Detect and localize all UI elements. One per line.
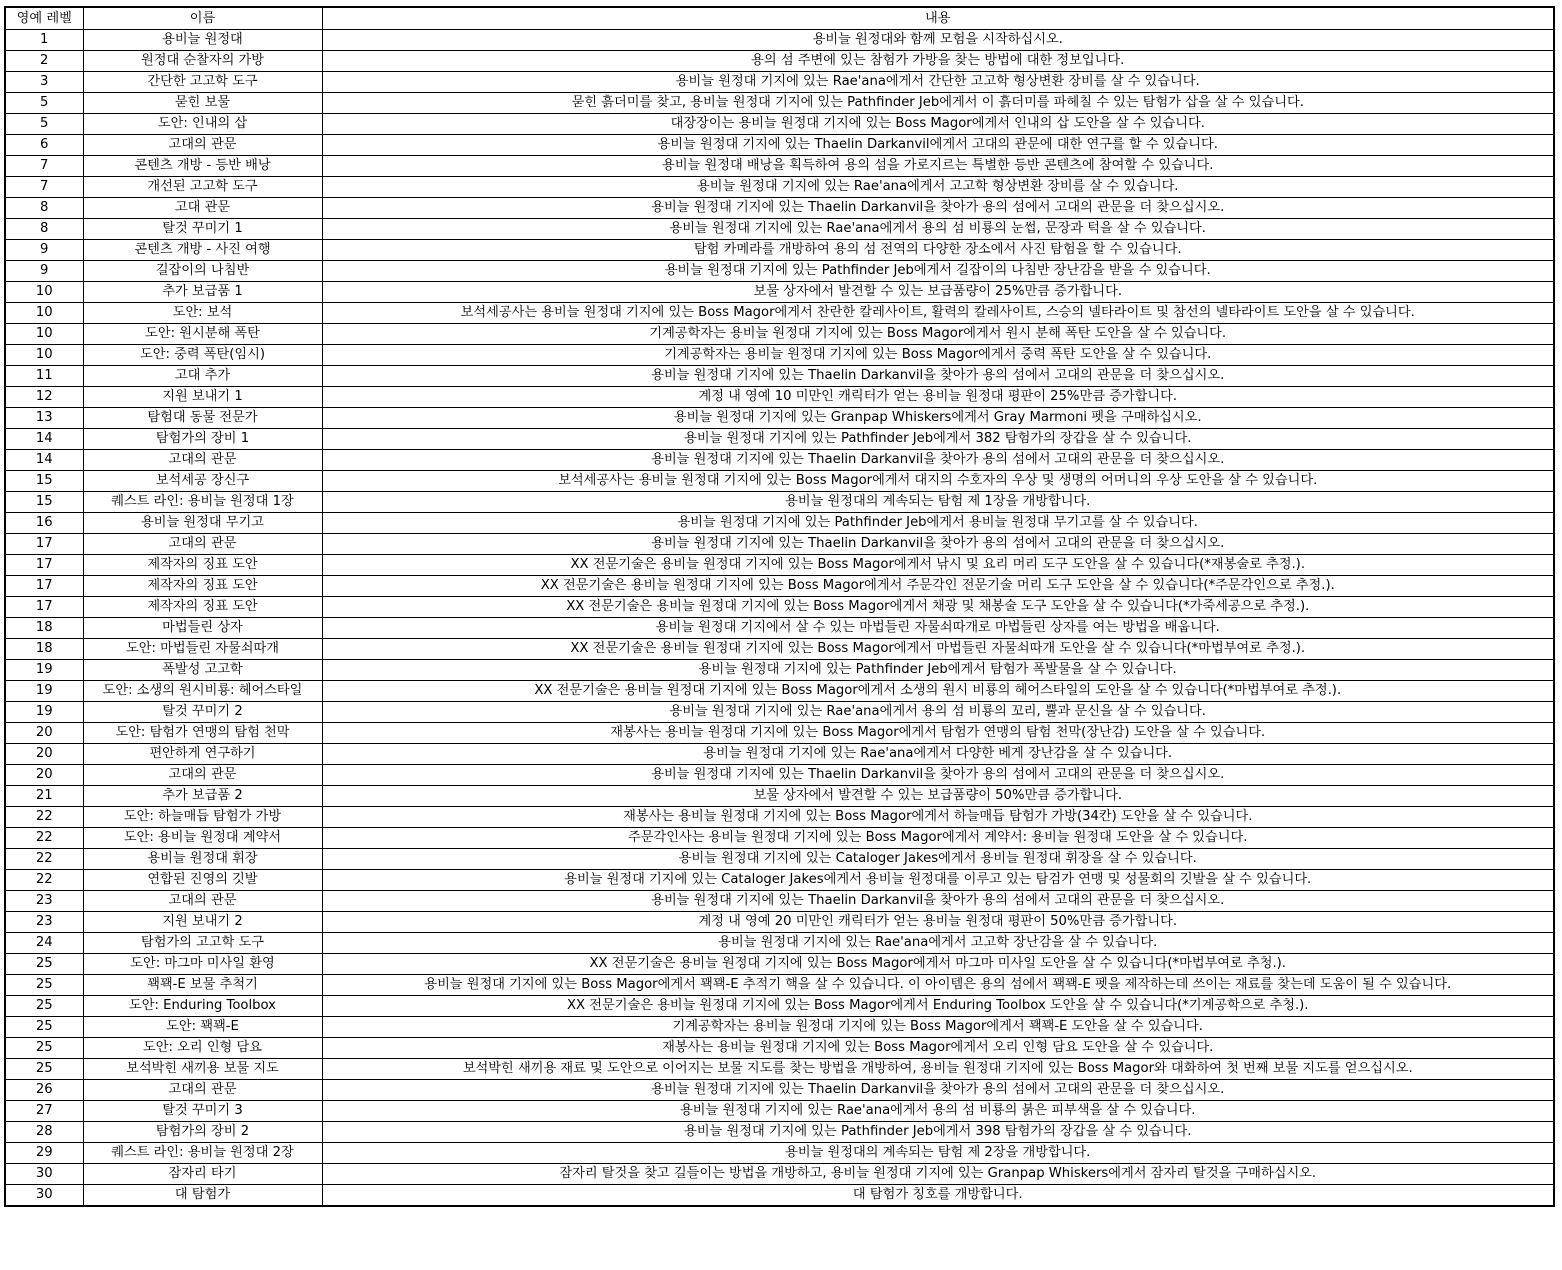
cell-name[interactable]: 제작자의 징표 도안 bbox=[83, 576, 322, 597]
cell-description[interactable]: 계정 내 영예 10 미만인 캐릭터가 얻는 용비늘 원정대 평판이 25%만큼 증가합니다. bbox=[322, 387, 1554, 408]
cell-description[interactable]: 주문각인사는 용비늘 원정대 기지에 있는 Boss Magor에게서 계약서: 용비늘 원정대 도안을 살 수 있습니다. bbox=[322, 828, 1554, 849]
cell-name[interactable]: 고대의 관문 bbox=[83, 534, 322, 555]
cell-name[interactable]: 간단한 고고학 도구 bbox=[83, 72, 322, 93]
cell-name[interactable]: 지원 보내기 1 bbox=[83, 387, 322, 408]
cell-renown-level[interactable]: 23 bbox=[5, 912, 83, 933]
cell-name[interactable]: 추가 보급품 1 bbox=[83, 282, 322, 303]
cell-renown-level[interactable]: 29 bbox=[5, 1143, 83, 1164]
table-row bbox=[5, 975, 1554, 996]
cell-renown-level[interactable]: 10 bbox=[5, 282, 83, 303]
table-row bbox=[5, 996, 1554, 1017]
cell-renown-level[interactable]: 17 bbox=[5, 555, 83, 576]
cell-description[interactable]: XX 전문기술은 용비늘 원정대 기지에 있는 Boss Magor에게서 Enduring Toolbox 도안을 살 수 있습니다(*기계공학으로 추청.). bbox=[322, 996, 1554, 1017]
table-row bbox=[5, 534, 1554, 555]
cell-renown-level[interactable]: 12 bbox=[5, 387, 83, 408]
cell-renown-level[interactable]: 20 bbox=[5, 723, 83, 744]
cell-name[interactable]: 고대의 관문 bbox=[83, 450, 322, 471]
table-row bbox=[5, 597, 1554, 618]
cell-name[interactable]: 도안: 마그마 미사일 환영 bbox=[83, 954, 322, 975]
cell-renown-level[interactable]: 8 bbox=[5, 198, 83, 219]
cell-renown-level[interactable]: 16 bbox=[5, 513, 83, 534]
cell-name[interactable]: 도안: 마법들린 자물쇠따개 bbox=[83, 639, 322, 660]
cell-renown-level[interactable]: 8 bbox=[5, 219, 83, 240]
cell-renown-level[interactable]: 26 bbox=[5, 1080, 83, 1101]
cell-name[interactable]: 보석세공 장신구 bbox=[83, 471, 322, 492]
cell-description[interactable]: 용비늘 원정대 기지에 있는 Granpap Whiskers에게서 Gray Marmoni 펫을 구매하십시오. bbox=[322, 408, 1554, 429]
cell-name[interactable]: 도안: 탐험가 연맹의 탐험 천막 bbox=[83, 723, 322, 744]
cell-description[interactable]: 용비늘 원정대의 계속되는 탐험 제 1장을 개방합니다. bbox=[322, 492, 1554, 513]
table-row bbox=[5, 702, 1554, 723]
cell-renown-level[interactable]: 7 bbox=[5, 177, 83, 198]
table-row bbox=[5, 366, 1554, 387]
table-row bbox=[5, 135, 1554, 156]
cell-name[interactable]: 추가 보급품 2 bbox=[83, 786, 322, 807]
cell-name[interactable]: 탐험대 동물 전문가 bbox=[83, 408, 322, 429]
cell-renown-level[interactable]: 9 bbox=[5, 261, 83, 282]
cell-description[interactable]: 용비늘 원정대 기지에 있는 Cataloger Jakes에게서 용비늘 원정대를 이루고 있는 탐검가 연맹 및 성물회의 깃발을 살 수 있습니다. bbox=[322, 870, 1554, 891]
cell-name[interactable]: 도안: 꽥꽥-E bbox=[83, 1017, 322, 1038]
cell-renown-level[interactable]: 17 bbox=[5, 534, 83, 555]
table-row bbox=[5, 618, 1554, 639]
cell-name[interactable]: 고대 추가 bbox=[83, 366, 322, 387]
cell-name[interactable]: 도안: 원시분해 폭탄 bbox=[83, 324, 322, 345]
cell-renown-level[interactable]: 14 bbox=[5, 450, 83, 471]
table-row bbox=[5, 177, 1554, 198]
cell-name[interactable]: 도안: Enduring Toolbox bbox=[83, 996, 322, 1017]
table-row bbox=[5, 660, 1554, 681]
cell-renown-level[interactable]: 9 bbox=[5, 240, 83, 261]
cell-name[interactable]: 탈것 꾸미기 3 bbox=[83, 1101, 322, 1122]
cell-name[interactable]: 지원 보내기 2 bbox=[83, 912, 322, 933]
table-row bbox=[5, 261, 1554, 282]
cell-name[interactable]: 콘텐츠 개방 - 등반 배낭 bbox=[83, 156, 322, 177]
cell-name[interactable]: 도안: 인내의 삽 bbox=[83, 114, 322, 135]
cell-renown-level[interactable]: 18 bbox=[5, 639, 83, 660]
table-row bbox=[5, 72, 1554, 93]
cell-description[interactable]: XX 전문기술은 용비늘 원정대 기지에 있는 Boss Magor에게서 낚시 및 요리 머리 도구 도안을 살 수 있습니다(*재봉술로 추정.). bbox=[322, 555, 1554, 576]
cell-description[interactable]: 대 탐험가 칭호를 개방합니다. bbox=[322, 1185, 1554, 1207]
table-row bbox=[5, 450, 1554, 471]
table-row bbox=[5, 765, 1554, 786]
cell-description[interactable]: 용비늘 원정대 배낭을 획득하여 용의 섬을 가로지르는 특별한 등반 콘텐츠에 참여할 수 있습니다. bbox=[322, 156, 1554, 177]
table-row bbox=[5, 891, 1554, 912]
table-row bbox=[5, 639, 1554, 660]
cell-description[interactable]: 기계공학자는 용비늘 원정대 기지에 있는 Boss Magor에게서 원시 분해 폭탄 도안을 살 수 있습니다. bbox=[322, 324, 1554, 345]
table-row bbox=[5, 933, 1554, 954]
cell-renown-level[interactable]: 19 bbox=[5, 681, 83, 702]
table-row bbox=[5, 1038, 1554, 1059]
cell-description[interactable]: 보물 상자에서 발견할 수 있는 보급품량이 50%만큼 증가합니다. bbox=[322, 786, 1554, 807]
cell-description[interactable]: 용비늘 원정대 기지에 있는 Thaelin Darkanvil을 찾아가 용의 섬에서 고대의 관문을 더 찾으십시오. bbox=[322, 366, 1554, 387]
cell-renown-level[interactable]: 25 bbox=[5, 1017, 83, 1038]
cell-renown-level[interactable]: 22 bbox=[5, 807, 83, 828]
cell-name[interactable]: 고대의 관문 bbox=[83, 1080, 322, 1101]
cell-description[interactable]: 기계공학자는 용비늘 원정대 기지에 있는 Boss Magor에게서 꽥꽥-E 도안을 살 수 있습니다. bbox=[322, 1017, 1554, 1038]
cell-name[interactable]: 탈것 꾸미기 2 bbox=[83, 702, 322, 723]
cell-renown-level[interactable]: 19 bbox=[5, 660, 83, 681]
cell-description[interactable]: 용비늘 원정대 기지에 있는 Thaelin Darkanvil을 찾아가 용의 섬에서 고대의 관문을 더 찾으십시오. bbox=[322, 891, 1554, 912]
cell-description[interactable]: 용비늘 원정대 기지에 있는 Rae'ana에게서 고고학 장난감을 살 수 있습니다. bbox=[322, 933, 1554, 954]
cell-renown-level[interactable]: 30 bbox=[5, 1164, 83, 1185]
cell-description[interactable]: 재봉사는 용비늘 원정대 기지에 있는 Boss Magor에게서 탐험가 연맹의 탐험 천막(장난감) 도안을 살 수 있습니다. bbox=[322, 723, 1554, 744]
table-row bbox=[5, 198, 1554, 219]
cell-description[interactable]: 용비늘 원정대 기지에 있는 Thaelin Darkanvil에게서 고대의 관문에 대한 연구를 할 수 있습니다. bbox=[322, 135, 1554, 156]
cell-name[interactable]: 탐험가의 장비 1 bbox=[83, 429, 322, 450]
cell-name[interactable]: 고대 관문 bbox=[83, 198, 322, 219]
cell-name[interactable]: 탐험가의 장비 2 bbox=[83, 1122, 322, 1143]
cell-name[interactable]: 잠자리 타기 bbox=[83, 1164, 322, 1185]
table-row bbox=[5, 240, 1554, 261]
cell-description[interactable]: 용비늘 원정대 기지에 있는 Rae'ana에게서 용의 섬 비룡의 눈썹, 문장과 턱을 살 수 있습니다. bbox=[322, 219, 1554, 240]
cell-renown-level[interactable]: 17 bbox=[5, 597, 83, 618]
cell-description[interactable]: 용비늘 원정대 기지에 있는 Rae'ana에게서 고고학 형상변환 장비를 살 수 있습니다. bbox=[322, 177, 1554, 198]
cell-renown-level[interactable]: 25 bbox=[5, 975, 83, 996]
cell-description[interactable]: 용비늘 원정대 기지에 있는 Rae'ana에게서 다양한 베게 장난감을 살 수 있습니다. bbox=[322, 744, 1554, 765]
table-row bbox=[5, 282, 1554, 303]
table-row bbox=[5, 744, 1554, 765]
cell-description[interactable]: 용비늘 원정대 기지에 있는 Boss Magor에게서 꽥꽥-E 추적기 핵을 살 수 있습니다. 이 아이템은 용의 섬에서 꽥꽥-E 펫을 제작하는데 쓰이는 재료를 찾는데 도움이 될 수 있습니다. bbox=[322, 975, 1554, 996]
cell-description[interactable]: 용비늘 원정대 기지에 있는 Rae'ana에게서 용의 섬 비룡의 꼬리, 뿔과 문신을 살 수 있습니다. bbox=[322, 702, 1554, 723]
cell-name[interactable]: 도안: 중력 폭탄(임시) bbox=[83, 345, 322, 366]
cell-description[interactable]: 대장장이는 용비늘 원정대 기지에 있는 Boss Magor에게서 인내의 삽 도안을 살 수 있습니다. bbox=[322, 114, 1554, 135]
cell-renown-level[interactable]: 6 bbox=[5, 135, 83, 156]
table-row bbox=[5, 492, 1554, 513]
cell-description[interactable]: 용비늘 원정대 기지에 있는 Thaelin Darkanvil을 찾아가 용의 섬에서 고대의 관문을 더 찾으십시오. bbox=[322, 198, 1554, 219]
table-row bbox=[5, 30, 1554, 51]
cell-renown-level[interactable]: 5 bbox=[5, 114, 83, 135]
cell-name[interactable]: 제작자의 징표 도안 bbox=[83, 555, 322, 576]
cell-name[interactable]: 개선된 고고학 도구 bbox=[83, 177, 322, 198]
cell-description[interactable]: 보물 상자에서 발견할 수 있는 보급품량이 25%만큼 증가합니다. bbox=[322, 282, 1554, 303]
table-row bbox=[5, 345, 1554, 366]
table-row bbox=[5, 303, 1554, 324]
cell-renown-level[interactable]: 21 bbox=[5, 786, 83, 807]
cell-name[interactable]: 도안: 보석 bbox=[83, 303, 322, 324]
cell-renown-level[interactable]: 10 bbox=[5, 303, 83, 324]
cell-name[interactable]: 대 탐험가 bbox=[83, 1185, 322, 1207]
cell-renown-level[interactable]: 25 bbox=[5, 1038, 83, 1059]
cell-description[interactable]: 탐험 카메라를 개방하여 용의 섬 전역의 다양한 장소에서 사진 탐험을 할 수 있습니다. bbox=[322, 240, 1554, 261]
cell-name[interactable]: 폭발성 고고학 bbox=[83, 660, 322, 681]
cell-name[interactable]: 꽥꽥-E 보물 추척기 bbox=[83, 975, 322, 996]
header-description[interactable]: 내용 bbox=[322, 7, 1554, 30]
table-row bbox=[5, 387, 1554, 408]
cell-name[interactable]: 원정대 순찰자의 가방 bbox=[83, 51, 322, 72]
table-row bbox=[5, 219, 1554, 240]
cell-renown-level[interactable]: 10 bbox=[5, 345, 83, 366]
cell-description[interactable]: 재봉사는 용비늘 원정대 기지에 있는 Boss Magor에게서 하늘매듭 탐험가 가방(34칸) 도안을 살 수 있습니다. bbox=[322, 807, 1554, 828]
header-row bbox=[5, 7, 1554, 30]
cell-description[interactable]: 용비늘 원정대와 함께 모험을 시작하십시오. bbox=[322, 30, 1554, 51]
cell-description[interactable]: XX 전문기술은 용비늘 원정대 기지에 있는 Boss Magor에게서 채광 및 채봉술 도구 도안을 살 수 있습니다(*가죽세공으로 추정.). bbox=[322, 597, 1554, 618]
table-row bbox=[5, 1122, 1554, 1143]
table-row bbox=[5, 513, 1554, 534]
cell-name[interactable]: 고대의 관문 bbox=[83, 135, 322, 156]
cell-renown-level[interactable]: 5 bbox=[5, 93, 83, 114]
cell-description[interactable]: 잠자리 탈것을 찾고 길들이는 방법을 개방하고, 용비늘 원정대 기지에 있는 Granpap Whiskers에게서 잠자리 탈것을 구매하십시오. bbox=[322, 1164, 1554, 1185]
cell-renown-level[interactable]: 10 bbox=[5, 324, 83, 345]
cell-description[interactable]: 용비늘 원정대 기지에 있는 Thaelin Darkanvil을 찾아가 용의 섬에서 고대의 관문을 더 찾으십시오. bbox=[322, 534, 1554, 555]
table-row bbox=[5, 471, 1554, 492]
table-row bbox=[5, 1101, 1554, 1122]
cell-description[interactable]: 용비늘 원정대 기지에 있는 Thaelin Darkanvil을 찾아가 용의 섬에서 고대의 관문을 더 찾으십시오. bbox=[322, 450, 1554, 471]
header-name[interactable]: 이름 bbox=[83, 7, 322, 30]
cell-renown-level[interactable]: 25 bbox=[5, 996, 83, 1017]
cell-description[interactable]: 계정 내 영예 20 미만인 캐릭터가 얻는 용비늘 원정대 평판이 50%만큼 증가합니다. bbox=[322, 912, 1554, 933]
cell-name[interactable]: 길잡이의 나침반 bbox=[83, 261, 322, 282]
cell-description[interactable]: 용비늘 원정대 기지에 있는 Pathfinder Jeb에게서 용비늘 원정대 무기고를 살 수 있습니다. bbox=[322, 513, 1554, 534]
table-row bbox=[5, 1017, 1554, 1038]
cell-renown-level[interactable]: 20 bbox=[5, 744, 83, 765]
table-row bbox=[5, 114, 1554, 135]
cell-description[interactable]: 보석세공사는 용비늘 원정대 기지에 있는 Boss Magor에게서 찬란한 칼레사이트, 활력의 칼레사이트, 스승의 넬타라이트 및 참선의 넬타라이트 도안을 살 수 있습니다. bbox=[322, 303, 1554, 324]
cell-description[interactable]: XX 전문기술은 용비늘 원정대 기지에 있는 Boss Magor에게서 마그마 미사일 도안을 살 수 있습니다(*마법부여로 추청.). bbox=[322, 954, 1554, 975]
cell-renown-level[interactable]: 3 bbox=[5, 72, 83, 93]
table-row bbox=[5, 1143, 1554, 1164]
cell-renown-level[interactable]: 24 bbox=[5, 933, 83, 954]
cell-name[interactable]: 탐험가의 고고학 도구 bbox=[83, 933, 322, 954]
cell-description[interactable]: 용비늘 원정대 기지에 있는 Pathfinder Jeb에게서 탐험가 폭발물을 살 수 있습니다. bbox=[322, 660, 1554, 681]
cell-description[interactable]: 기계공학자는 용비늘 원정대 기지에 있는 Boss Magor에게서 중력 폭탄 도안을 살 수 있습니다. bbox=[322, 345, 1554, 366]
cell-description[interactable]: 용비늘 원정대 기지에 있는 Pathfinder Jeb에게서 382 탐험가의 장갑을 살 수 있습니다. bbox=[322, 429, 1554, 450]
cell-description[interactable]: 보석세공사는 용비늘 원정대 기지에 있는 Boss Magor에게서 대지의 수호자의 우상 및 생명의 어머니의 우상 도안을 살 수 있습니다. bbox=[322, 471, 1554, 492]
table-row bbox=[5, 1080, 1554, 1101]
cell-description[interactable]: XX 전문기술은 용비늘 원정대 기지에 있는 Boss Magor에게서 주문각인 전문기술 머리 도구 도안을 살 수 있습니다(*주문각인으로 추정.). bbox=[322, 576, 1554, 597]
table-row bbox=[5, 1164, 1554, 1185]
cell-description[interactable]: XX 전문기술은 용비늘 원정대 기지에 있는 Boss Magor에게서 마법들린 자물쇠따개 도안을 살 수 있습니다(*마법부여로 추정.). bbox=[322, 639, 1554, 660]
cell-description[interactable]: 용비늘 원정대의 계속되는 탐험 제 2장을 개방합니다. bbox=[322, 1143, 1554, 1164]
cell-renown-level[interactable]: 14 bbox=[5, 429, 83, 450]
table-row bbox=[5, 408, 1554, 429]
cell-name[interactable]: 연합된 진영의 깃발 bbox=[83, 870, 322, 891]
table-row bbox=[5, 93, 1554, 114]
cell-description[interactable]: 용의 섬 주변에 있는 참험가 가방을 찾는 방법에 대한 정보입니다. bbox=[322, 51, 1554, 72]
table-row bbox=[5, 807, 1554, 828]
cell-name[interactable]: 도안: 용비늘 원정대 계약서 bbox=[83, 828, 322, 849]
table-row bbox=[5, 324, 1554, 345]
cell-description[interactable]: 용비늘 원정대 기지에 있는 Thaelin Darkanvil을 찾아가 용의 섬에서 고대의 관문을 더 찾으십시오. bbox=[322, 765, 1554, 786]
table-row bbox=[5, 870, 1554, 891]
renown-rewards-table bbox=[4, 6, 1555, 1207]
cell-renown-level[interactable]: 15 bbox=[5, 492, 83, 513]
table-row bbox=[5, 912, 1554, 933]
table-body bbox=[5, 30, 1554, 1207]
cell-name[interactable]: 마법들린 상자 bbox=[83, 618, 322, 639]
cell-description[interactable]: 보석박힌 새끼용 재료 및 도안으로 이어지는 보물 지도를 찾는 방법을 개방하여, 용비늘 원정대 기지에 있는 Boss Magor와 대화하여 첫 번째 보물 지도를 얻으십시오. bbox=[322, 1059, 1554, 1080]
cell-renown-level[interactable]: 18 bbox=[5, 618, 83, 639]
cell-renown-level[interactable]: 20 bbox=[5, 765, 83, 786]
table-row bbox=[5, 156, 1554, 177]
table-row bbox=[5, 429, 1554, 450]
cell-description[interactable]: 묻힌 흙더미를 찾고, 용비늘 원정대 기지에 있는 Pathfinder Jeb에게서 이 흙더미를 파헤칠 수 있는 탐험가 삽을 살 수 있습니다. bbox=[322, 93, 1554, 114]
cell-name[interactable]: 편안하게 연구하기 bbox=[83, 744, 322, 765]
cell-renown-level[interactable]: 15 bbox=[5, 471, 83, 492]
table-row bbox=[5, 828, 1554, 849]
cell-description[interactable]: 용비늘 원정대 기지에 있는 Rae'ana에게서 간단한 고고학 형상변환 장비를 살 수 있습니다. bbox=[322, 72, 1554, 93]
cell-name[interactable]: 도안: 오리 인형 담요 bbox=[83, 1038, 322, 1059]
cell-renown-level[interactable]: 25 bbox=[5, 954, 83, 975]
table-row bbox=[5, 954, 1554, 975]
table-row bbox=[5, 576, 1554, 597]
cell-description[interactable]: 용비늘 원정대 기지에 있는 Cataloger Jakes에게서 용비늘 원정대 휘장을 살 수 있습니다. bbox=[322, 849, 1554, 870]
cell-name[interactable]: 탈것 꾸미기 1 bbox=[83, 219, 322, 240]
cell-description[interactable]: 용비늘 원정대 기지에 있는 Thaelin Darkanvil을 찾아가 용의 섬에서 고대의 관문을 더 찾으십시오. bbox=[322, 1080, 1554, 1101]
cell-description[interactable]: 용비늘 원정대 기지에서 살 수 있는 마법들린 자물쇠따개로 마법들린 상자를 여는 방법을 배웁니다. bbox=[322, 618, 1554, 639]
cell-name[interactable]: 용비늘 원정대 휘장 bbox=[83, 849, 322, 870]
cell-name[interactable]: 퀘스트 라인: 용비늘 원정대 2장 bbox=[83, 1143, 322, 1164]
table-row bbox=[5, 723, 1554, 744]
cell-name[interactable]: 제작자의 징표 도안 bbox=[83, 597, 322, 618]
cell-renown-level[interactable]: 27 bbox=[5, 1101, 83, 1122]
cell-description[interactable]: 용비늘 원정대 기지에 있는 Rae'ana에게서 용의 섬 비룡의 붉은 피부색을 살 수 있습니다. bbox=[322, 1101, 1554, 1122]
table-row bbox=[5, 849, 1554, 870]
cell-name[interactable]: 고대의 관문 bbox=[83, 765, 322, 786]
cell-renown-level[interactable]: 2 bbox=[5, 51, 83, 72]
cell-description[interactable]: 용비늘 원정대 기지에 있는 Pathfinder Jeb에게서 398 탐험가의 장갑을 살 수 있습니다. bbox=[322, 1122, 1554, 1143]
cell-renown-level[interactable]: 17 bbox=[5, 576, 83, 597]
cell-name[interactable]: 보석박힌 새끼용 보물 지도 bbox=[83, 1059, 322, 1080]
cell-renown-level[interactable]: 11 bbox=[5, 366, 83, 387]
cell-renown-level[interactable]: 25 bbox=[5, 1059, 83, 1080]
cell-renown-level[interactable]: 22 bbox=[5, 870, 83, 891]
cell-renown-level[interactable]: 28 bbox=[5, 1122, 83, 1143]
cell-description[interactable]: 용비늘 원정대 기지에 있는 Pathfinder Jeb에게서 길잡이의 나침반 장난감을 받을 수 있습니다. bbox=[322, 261, 1554, 282]
cell-description[interactable]: XX 전문기술은 용비늘 원정대 기지에 있는 Boss Magor에게서 소생의 원시 비룡의 헤어스타일의 도안을 살 수 있습니다(*마법부여로 추정.). bbox=[322, 681, 1554, 702]
cell-name[interactable]: 고대의 관문 bbox=[83, 891, 322, 912]
cell-name[interactable]: 콘텐츠 개방 - 사진 여행 bbox=[83, 240, 322, 261]
cell-name[interactable]: 도안: 하늘매듭 탐험가 가방 bbox=[83, 807, 322, 828]
table-row bbox=[5, 681, 1554, 702]
cell-renown-level[interactable]: 7 bbox=[5, 156, 83, 177]
cell-name[interactable]: 도안: 소생의 원시비룡: 헤어스타일 bbox=[83, 681, 322, 702]
table-row bbox=[5, 1059, 1554, 1080]
cell-renown-level[interactable]: 1 bbox=[5, 30, 83, 51]
cell-renown-level[interactable]: 23 bbox=[5, 891, 83, 912]
cell-renown-level[interactable]: 13 bbox=[5, 408, 83, 429]
table-row bbox=[5, 1185, 1554, 1207]
cell-name[interactable]: 묻힌 보물 bbox=[83, 93, 322, 114]
cell-description[interactable]: 재봉사는 용비늘 원정대 기지에 있는 Boss Magor에게서 오리 인형 담요 도안을 살 수 있습니다. bbox=[322, 1038, 1554, 1059]
cell-name[interactable]: 용비늘 원정대 무기고 bbox=[83, 513, 322, 534]
table-row bbox=[5, 555, 1554, 576]
cell-name[interactable]: 용비늘 원정대 bbox=[83, 30, 322, 51]
cell-renown-level[interactable]: 19 bbox=[5, 702, 83, 723]
cell-renown-level[interactable]: 22 bbox=[5, 849, 83, 870]
cell-name[interactable]: 퀘스트 라인: 용비늘 원정대 1장 bbox=[83, 492, 322, 513]
cell-renown-level[interactable]: 22 bbox=[5, 828, 83, 849]
table-row bbox=[5, 786, 1554, 807]
cell-renown-level[interactable]: 30 bbox=[5, 1185, 83, 1207]
table-row bbox=[5, 51, 1554, 72]
header-renown-level[interactable]: 영예 레벨 bbox=[5, 7, 83, 30]
